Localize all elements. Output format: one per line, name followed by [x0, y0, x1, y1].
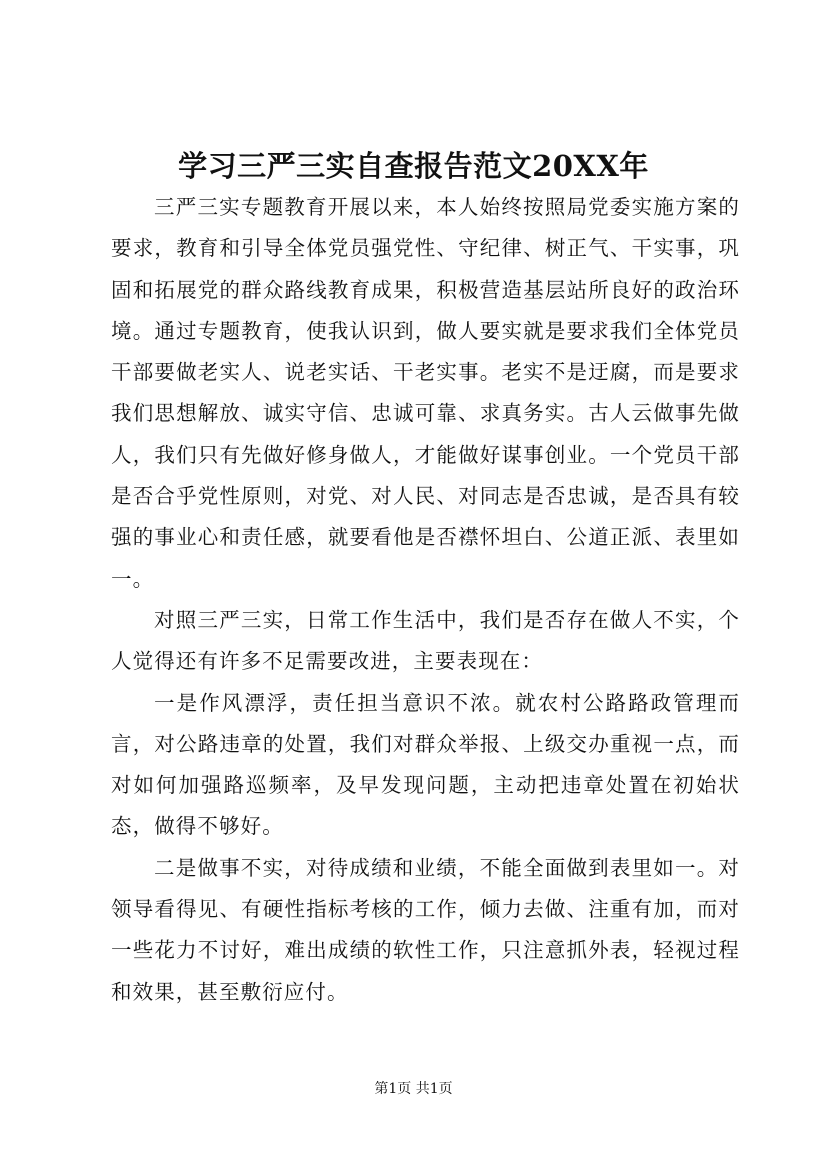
paragraph-4: 二是做事不实，对待成绩和业绩，不能全面做到表里如一。对领导看得见、有硬性指标考核的工作，倾力去做、注重有加，而对一些花力不讨好，难出成绩的软性工作，只注意抓外表，轻视过程和效果，甚至敷衍应付。 [111, 855, 740, 1004]
paragraph-2: 对照三严三实，日常工作生活中，我们是否存在做人不实，个人觉得还有许多不足需要改进，主要表现在： [111, 607, 740, 674]
document-body [111, 187, 740, 1013]
page-footer: 第1页 共1页 [374, 1081, 453, 1097]
document-title: 学习三严三实自查报告范文20XX年 [178, 149, 649, 183]
paragraph-3: 一是作风漂浮，责任担当意识不浓。就农村公路路政管理而言，对公路违章的处置，我们对群众举报、上级交办重视一点，而对如何加强路巡频率，及早发现问题，主动把违章处置在初始状态，做得不够好。 [111, 690, 740, 839]
paragraph-1: 三严三实专题教育开展以来，本人始终按照局党委实施方案的要求，教育和引导全体党员强党性、守纪律、树正气、干实事，巩固和拓展党的群众路线教育成果，积极营造基层站所良好的政治环境。通过专题教育，使我认识到，做人要实就是要求我们全体党员干部要做老实人、说老实话、干老实事。老实不是迂腐，而是要求我们思想解放、诚实守信、忠诚可靠、求真务实。古人云做事先做人，我们只有先做好修身做人，才能做好谋事创业。一个党员干部是否合乎党性原则，对党、对人民、对同志是否忠诚，是否具有较强的事业心和责任感，就要看他是否襟怀坦白、公道正派、表里如一。 [111, 195, 740, 591]
